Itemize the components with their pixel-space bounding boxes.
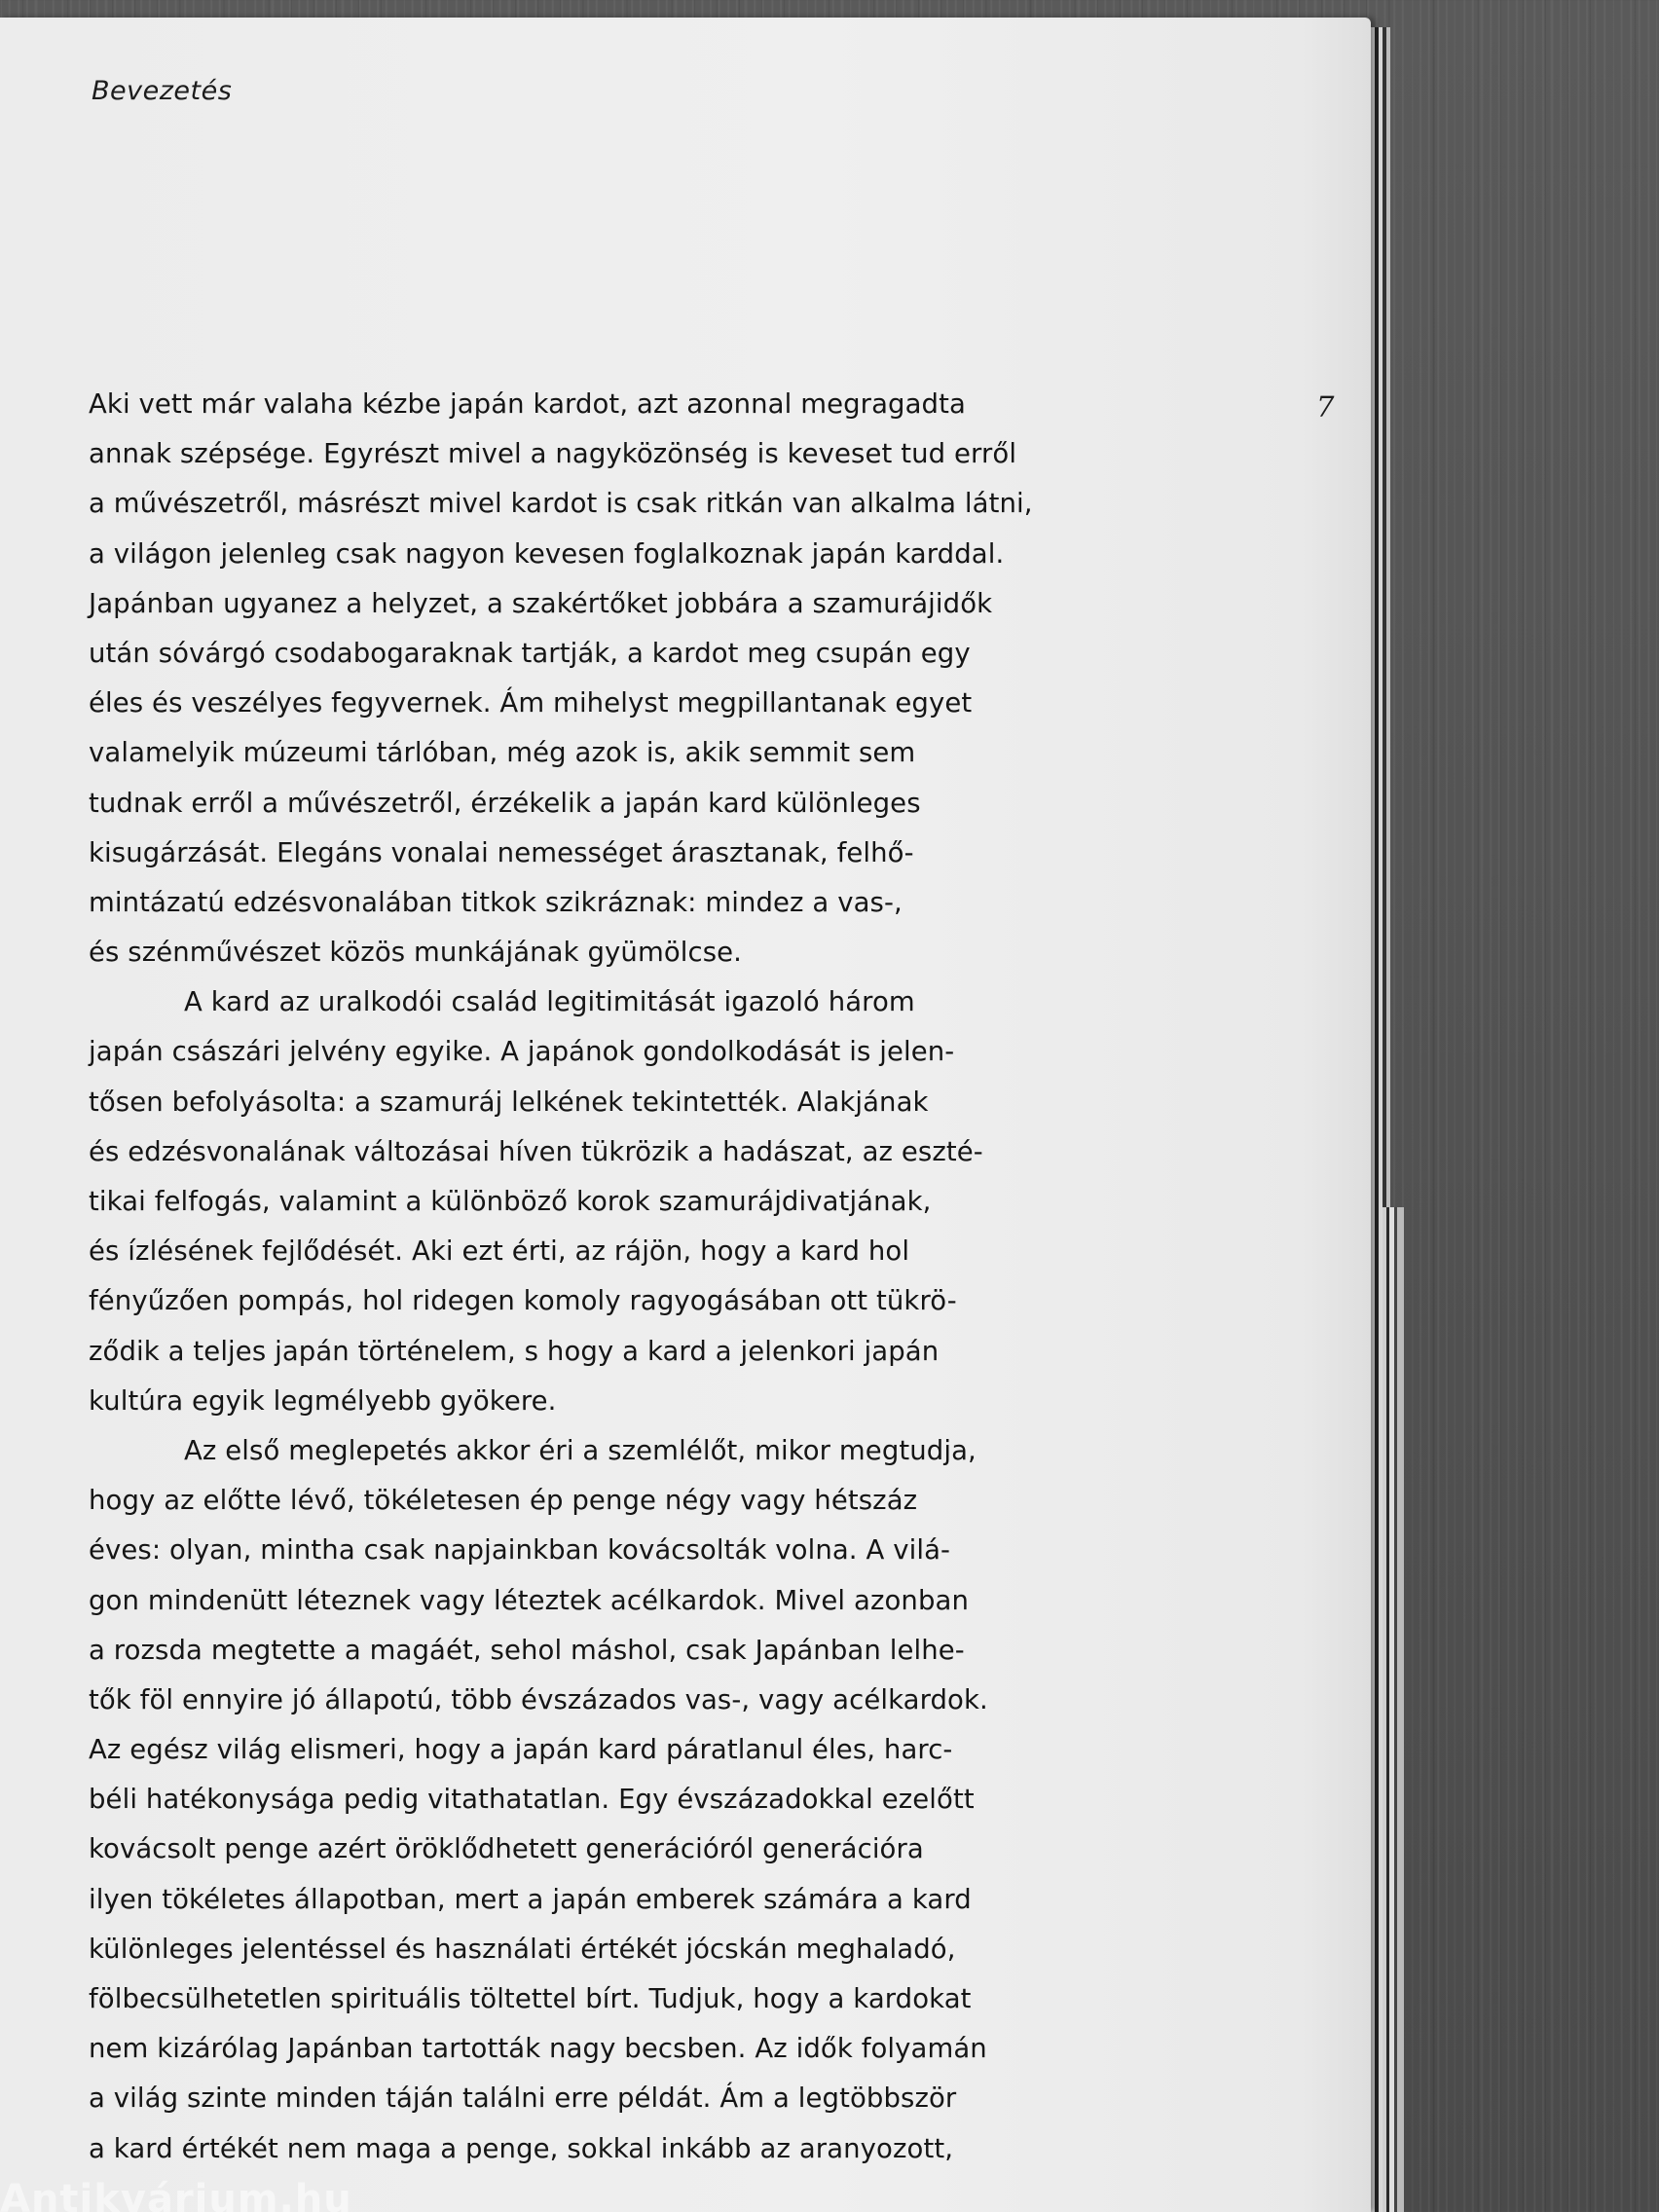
- text-line: ilyen tökéletes állapotban, mert a japán emberek számára a kard: [89, 1883, 972, 1915]
- text-line: annak szépsége. Egyrészt mivel a nagyközönség is keveset tud erről: [89, 438, 1017, 470]
- body-text: [89, 380, 1033, 2174]
- text-line: Az egész világ elismeri, hogy a japán kard páratlanul éles, harc-: [89, 1734, 953, 1766]
- text-line: és edzésvonalának változásai híven tükrözik a hadászat, az eszté-: [89, 1135, 983, 1167]
- watermark: Antikvárium.hu: [0, 2177, 352, 2212]
- text-line: a művészetről, másrészt mivel kardot is csak ritkán van alkalma látni,: [89, 488, 1033, 520]
- text-line: béli hatékonysága pedig vitathatatlan. Egy évszázadokkal ezelőtt: [89, 1784, 975, 1816]
- text-line: kisugárzását. Elegáns vonalai nemességet árasztanak, felhő-: [89, 836, 914, 868]
- text-line: a világon jelenleg csak nagyon kevesen foglalkoznak japán karddal.: [89, 537, 1005, 570]
- text-line: japán császári jelvény egyike. A japánok gondolkodását is jelen-: [89, 1036, 955, 1068]
- page-number: 7: [1316, 390, 1335, 424]
- text-line: nem kizárólag Japánban tartották nagy becsben. Az idők folyamán: [89, 2033, 987, 2065]
- text-line: valamelyik múzeumi tárlóban, még azok is, akik semmit sem: [89, 737, 916, 769]
- text-line: kultúra egyik legmélyebb gyökere.: [89, 1384, 557, 1417]
- paragraph-start-line: A kard az uralkodói család legitimitását igazoló három: [184, 986, 915, 1018]
- text-line: a rozsda megtette a magáét, sehol máshol, csak Japánban lelhe-: [89, 1634, 965, 1666]
- text-line: fölbecsülhetetlen spirituális töltettel bírt. Tudjuk, hogy a kardokat: [89, 1983, 972, 2014]
- text-line: különleges jelentéssel és használati értékét jócskán meghaladó,: [89, 1933, 956, 1965]
- text-line: tősen befolyásolta: a szamuráj lelkének tekintették. Alakjának: [89, 1086, 929, 1118]
- text-line: Japánban ugyanez a helyzet, a szakértőket jobbára a szamurájidők: [89, 587, 993, 619]
- text-line: Aki vett már valaha kézbe japán kardot, azt azonnal megragadta: [89, 388, 966, 420]
- text-line: tikai felfogás, valamint a különböző korok szamurájdivatjának,: [89, 1186, 932, 1217]
- text-line: fényűzően pompás, hol ridegen komoly ragyogásában ott tükrö-: [89, 1285, 957, 1317]
- book-page-edges-lower: [1382, 1207, 1404, 2212]
- text-line: éles és veszélyes fegyvernek. Ám mihelyst megpillantanak egyet: [89, 687, 973, 719]
- text-line: ződik a teljes japán történelem, s hogy a kard a jelenkori japán: [89, 1335, 940, 1367]
- text-line: a világ szinte minden táján találni erre példát. Ám a legtöbbször: [89, 2083, 957, 2115]
- text-line: hogy az előtte lévő, tökéletesen ép penge négy vagy hétszáz: [89, 1485, 918, 1517]
- text-line: tudnak erről a művészetről, érzékelik a japán kard különleges: [89, 787, 921, 819]
- running-head: Bevezetés: [92, 76, 233, 106]
- text-line: éves: olyan, mintha csak napjainkban kovácsolták volna. A vilá-: [89, 1534, 951, 1567]
- text-line: kovácsolt penge azért öröklődhetett generációról generációra: [89, 1833, 924, 1865]
- paragraph-start-line: Az első meglepetés akkor éri a szemlélőt, mikor megtudja,: [184, 1434, 977, 1466]
- text-line: a kard értékét nem maga a penge, sokkal inkább az aranyozott,: [89, 2132, 954, 2164]
- text-line: tők föl ennyire jó állapotú, több évszázados vas-, vagy acélkardok.: [89, 1683, 988, 1715]
- text-line: és ízlésének fejlődését. Aki ezt érti, az rájön, hogy a kard hol: [89, 1235, 910, 1268]
- book-page: [0, 18, 1371, 2212]
- text-line: és szénművészet közös munkájának gyümölcse.: [89, 937, 743, 969]
- text-line: mintázatú edzésvonalában titkok szikráznak: mindez a vas-,: [89, 886, 903, 918]
- text-line: gon mindenütt léteznek vagy léteztek acélkardok. Mivel azonban: [89, 1584, 969, 1616]
- text-line: után sóvárgó csodabogaraknak tartják, a kardot meg csupán egy: [89, 637, 971, 669]
